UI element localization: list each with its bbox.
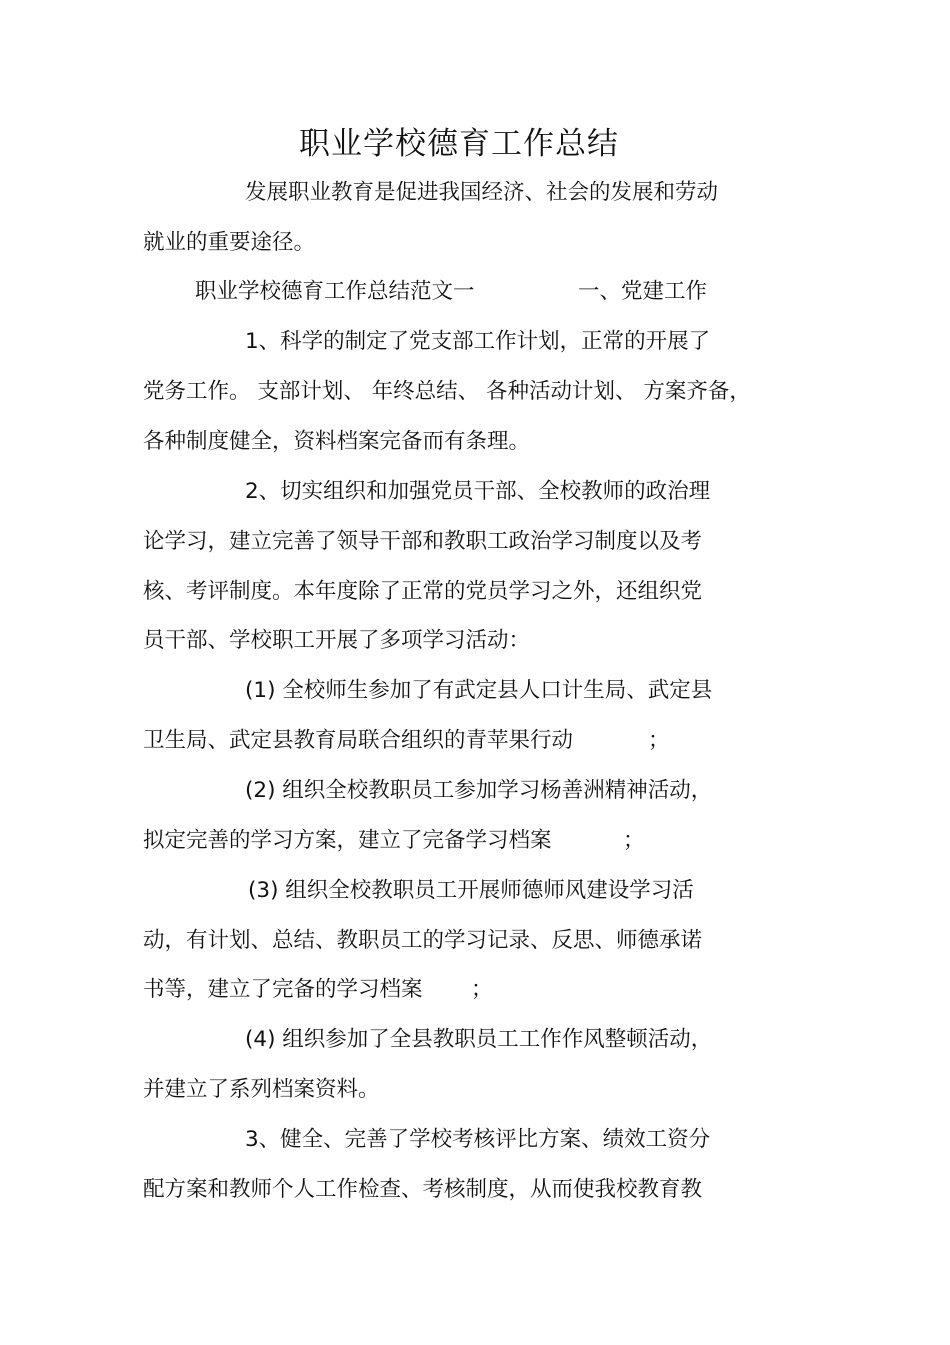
list-item-line: 卫生局、武定县教育局联合组织的青苹果行动 [143, 728, 574, 753]
section-heading-right: 一、党建工作 [578, 279, 708, 304]
list-item-terminator: ； [471, 977, 493, 1002]
paragraph-line: 发展职业教育是促进我国经济、社会的发展和劳动 [245, 180, 719, 205]
section-heading-left: 职业学校德育工作总结范文一 [195, 279, 475, 304]
list-item-line: 书等，建立了完备的学习档案 [143, 977, 423, 1002]
paragraph-line: 就业的重要途径。 [143, 230, 316, 255]
list-item-line: 拟定完善的学习方案，建立了完备学习档案 [143, 828, 552, 853]
list-item-line: (4) 组织参加了全县教职员工工作作风整顿活动， [245, 1027, 713, 1052]
paragraph-line: 党务工作。 支部计划、 年终总结、 各种活动计划、 方案齐备， [143, 379, 751, 404]
paragraph-line: 1、科学的制定了党支部工作计划，正常的开展了 [245, 329, 711, 354]
list-item-line: 并建立了系列档案资料。 [143, 1077, 380, 1102]
paragraph-line: 员干部、学校职工开展了多项学习活动： [143, 628, 531, 653]
list-item-line: (1) 全校师生参加了有武定县人口计生局、武定县 [245, 678, 713, 703]
paragraph-line: 2、切实组织和加强党员干部、全校教师的政治理 [245, 479, 711, 504]
list-item-terminator: ； [648, 728, 670, 753]
paragraph-line: 3、健全、完善了学校考核评比方案、绩效工资分 [245, 1127, 711, 1152]
list-item-line: (2) 组织全校教职员工参加学习杨善洲精神活动， [245, 778, 713, 803]
paragraph-line: 配方案和教师个人工作检查、考核制度，从而使我校教育教 [143, 1177, 703, 1202]
paragraph-line: 各种制度健全，资料档案完备而有条理。 [143, 429, 531, 454]
paragraph-line: 核、考评制度。本年度除了正常的党员学习之外，还组织党 [143, 579, 703, 604]
list-item-terminator: ； [623, 828, 645, 853]
paragraph-line: 论学习，建立完善了领导干部和教职工政治学习制度以及考 [143, 529, 703, 554]
document-title: 职业学校德育工作总结 [299, 126, 619, 162]
list-item-line: 动，有计划、总结、教职员工的学习记录、反思、师德承诺 [143, 928, 703, 953]
list-item-line: (3) 组织全校教职员工开展师德师风建设学习活 [248, 878, 694, 903]
